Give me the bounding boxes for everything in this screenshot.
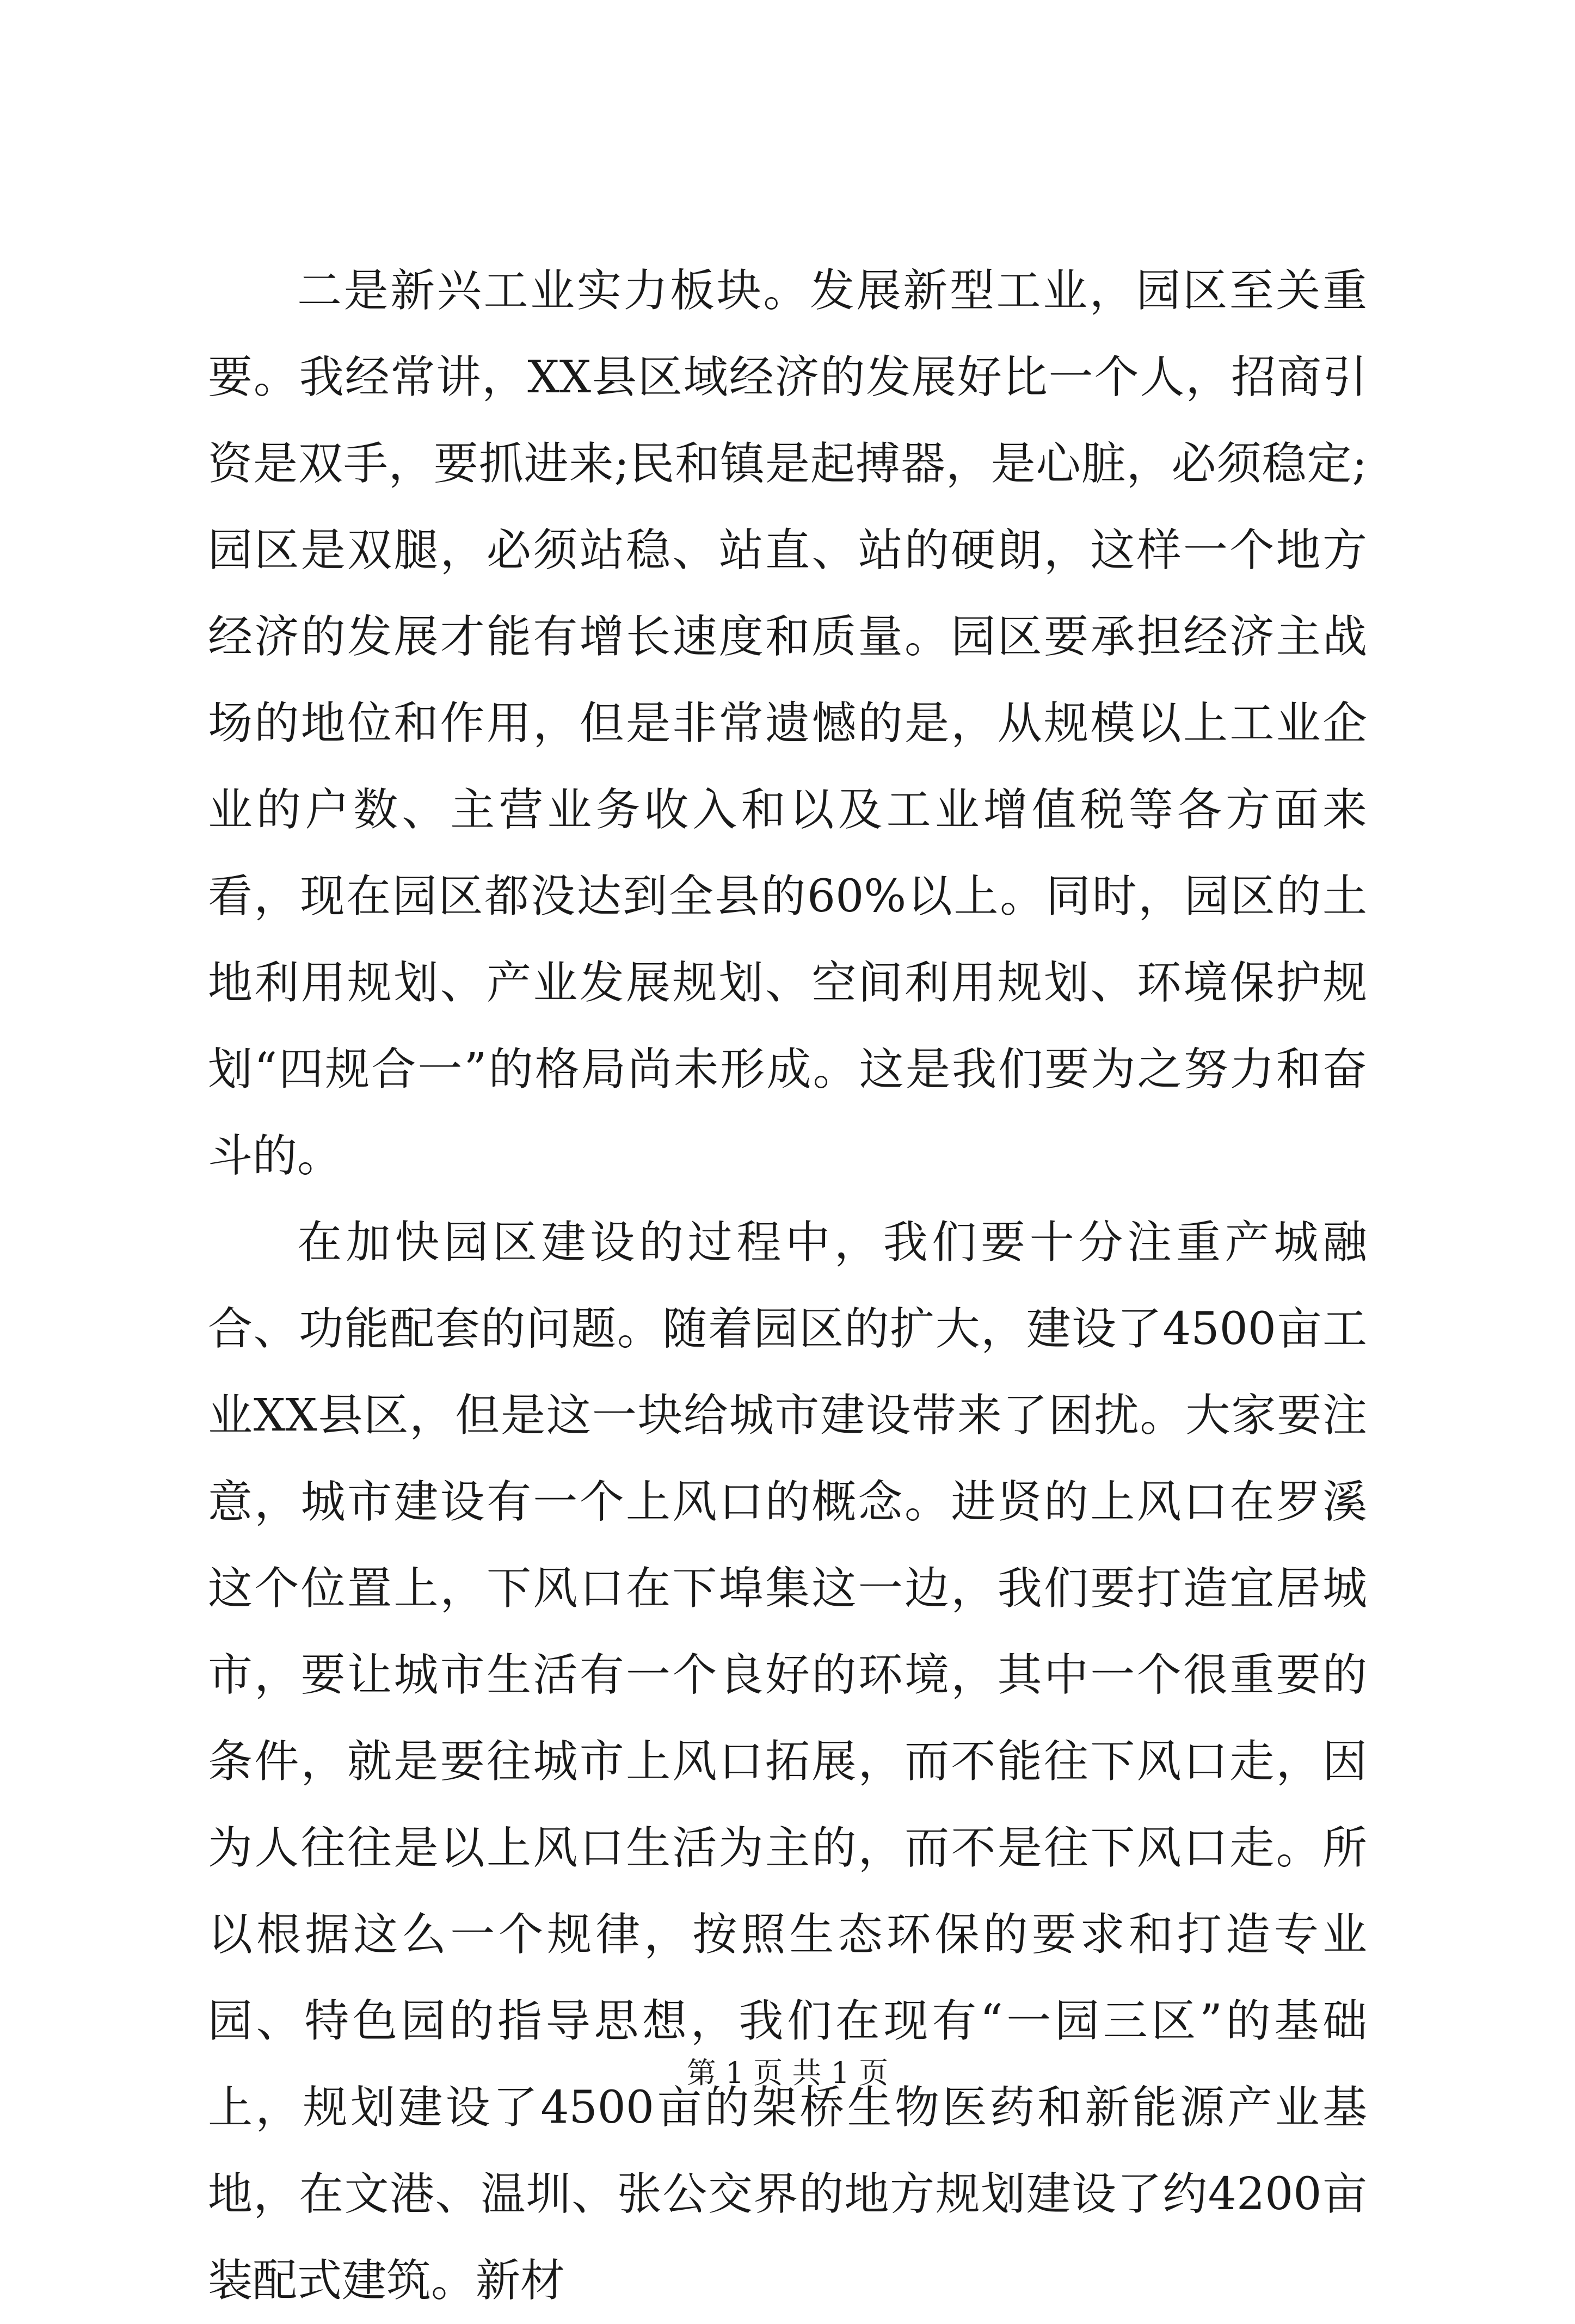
document-body bbox=[208, 248, 1367, 2324]
page-footer bbox=[0, 2054, 1575, 2092]
paragraph-industrial-park: 二是新兴工业实力板块。发展新型工业，园区至关重要。我经常讲，XX县区域经济的发展好比一个人，招商引资是双手，要抓进来;民和镇是起搏器，是心脏，必须稳定;园区是双腿，必须站稳、站直、站的硬朗，这样一个地方经济的发展才能有增长速度和质量。园区要承担经济主战场的地位和作用，但是非常遗憾的是，从规模以上工业企业的户数、主营业务收入和以及工业增值税等各方面来看，现在园区都没达到全县的60%以上。同时，园区的土地利用规划、产业发展规划、空间利用规划、环境保护规划“四规合一”的格局尚未形成。这是我们要为之努力和奋斗的。 bbox=[208, 265, 1367, 1182]
page-number: 第 1 页 共 1 页 bbox=[686, 2056, 889, 2090]
paragraph-park-construction: 在加快园区建设的过程中，我们要十分注重产城融合、功能配套的问题。随着园区的扩大，建设了4500亩工业XX县区，但是这一块给城市建设带来了困扰。大家要注意，城市建设有一个上风口的概念。进贤的上风口在罗溪这个位置上，下风口在下埠集这一边，我们要打造宜居城市，要让城市生活有一个良好的环境，其中一个很重要的条件，就是要往城市上风口拓展，而不能往下风口走，因为人往往是以上风口生活为主的，而不是往下风口走。所以根据这么一个规律，按照生态环保的要求和打造专业园、特色园的指导思想，我们在现有“一园三区”的基础上，规划建设了4500亩的架桥生物医药和新能源产业基地，在文港、温圳、张公交界的地方规划建设了约4200亩装配式建筑。新材 bbox=[208, 1217, 1367, 2307]
